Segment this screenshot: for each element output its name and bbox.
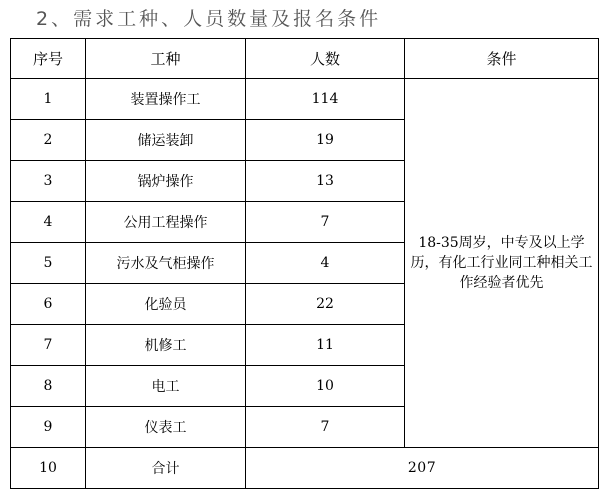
row-no: 6 <box>11 284 86 325</box>
row-count: 11 <box>246 325 405 366</box>
row-count: 7 <box>246 202 405 243</box>
table-row <box>11 79 599 120</box>
row-no: 2 <box>11 120 86 161</box>
row-count: 7 <box>246 407 405 448</box>
header-count: 人数 <box>246 39 405 79</box>
section-heading: 2、需求工种、人员数量及报名条件 <box>36 8 382 30</box>
row-type: 公用工程操作 <box>86 202 246 243</box>
row-no: 9 <box>11 407 86 448</box>
row-count: 10 <box>246 366 405 407</box>
row-count: 19 <box>246 120 405 161</box>
total-value: 207 <box>246 448 599 489</box>
header-no: 序号 <box>11 39 86 79</box>
header-condition: 条件 <box>405 39 599 79</box>
row-no: 4 <box>11 202 86 243</box>
row-no: 3 <box>11 161 86 202</box>
row-type: 装置操作工 <box>86 79 246 120</box>
row-no: 7 <box>11 325 86 366</box>
header-type: 工种 <box>86 39 246 79</box>
total-label: 合计 <box>86 448 246 489</box>
table-header-row <box>11 39 599 79</box>
row-no: 8 <box>11 366 86 407</box>
row-count: 13 <box>246 161 405 202</box>
row-count: 22 <box>246 284 405 325</box>
row-type: 仪表工 <box>86 407 246 448</box>
total-no: 10 <box>11 448 86 489</box>
condition-cell: 18-35周岁，中专及以上学历，有化工行业同工种相关工作经验者优先 <box>405 79 599 448</box>
row-type: 储运装卸 <box>86 120 246 161</box>
row-count: 4 <box>246 243 405 284</box>
row-type: 电工 <box>86 366 246 407</box>
row-type: 污水及气柜操作 <box>86 243 246 284</box>
row-no: 1 <box>11 79 86 120</box>
row-count: 114 <box>246 79 405 120</box>
row-type: 化验员 <box>86 284 246 325</box>
row-no: 5 <box>11 243 86 284</box>
row-type: 锅炉操作 <box>86 161 246 202</box>
recruitment-table <box>10 38 599 489</box>
row-type: 机修工 <box>86 325 246 366</box>
table-total-row <box>11 448 599 489</box>
